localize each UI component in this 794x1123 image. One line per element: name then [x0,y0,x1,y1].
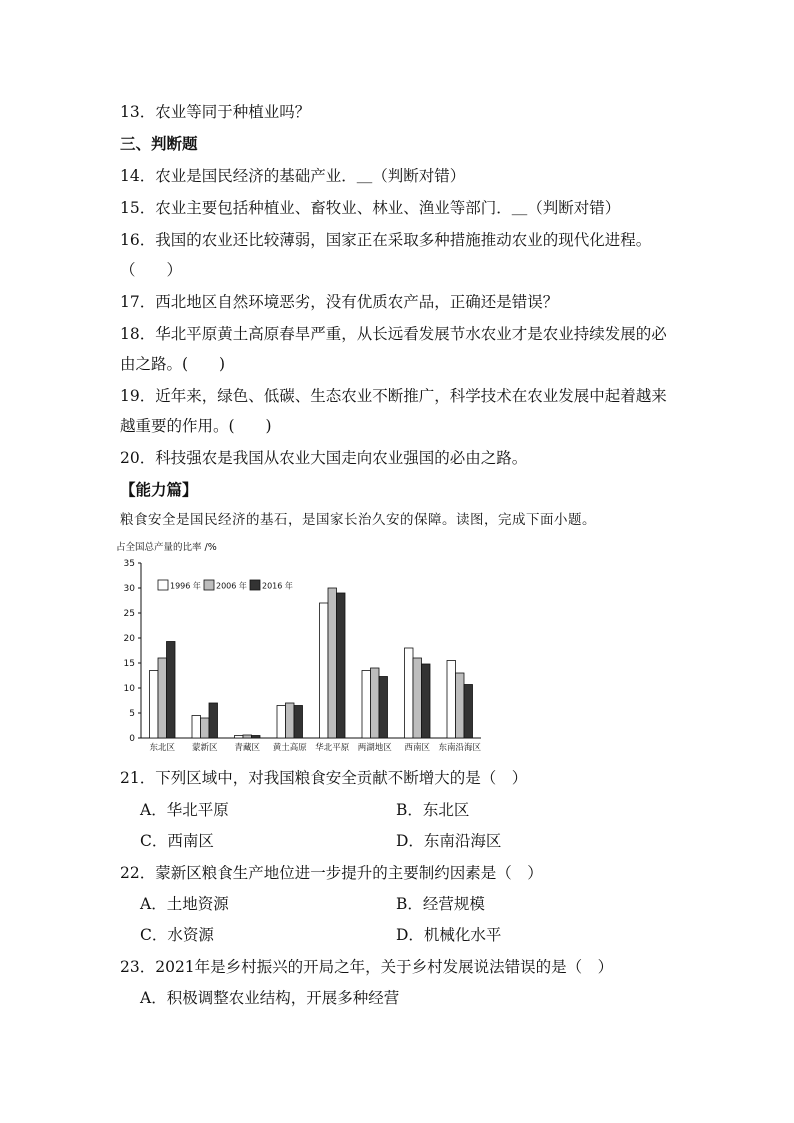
y-tick-label: 5 [129,709,135,719]
x-tick-label: 东北区 [149,743,176,753]
bar [158,658,167,738]
question-15: 15．农业主要包括种植业、畜牧业、林业、渔业等部门．＿（判断对错） [120,199,621,217]
y-axis-label: 占全国总产量的比率 /% [116,542,217,553]
question-22-option-d: D．机械化水平 [396,926,502,944]
question-22-option-a: A．土地资源 [140,895,229,913]
y-tick-label: 25 [123,609,135,619]
legend-swatch [158,580,168,590]
x-tick-label: 两湖地区 [357,743,392,753]
question-19: 19．近年来，绿色、低碳、生态农业不断推广，科学技术在农业发展中起着越来 [120,387,667,405]
bar [447,661,456,739]
bar [243,735,252,738]
question-23: 23．2021年是乡村振兴的开局之年，关于乡村发展说法错误的是（ ） [120,958,614,976]
bar [201,718,210,738]
question-22-option-c: C．水资源 [140,926,214,944]
question-22-option-b: B．经营规模 [396,895,485,913]
bar [456,673,465,738]
bar [464,685,473,739]
bar [167,642,176,739]
question-20: 20．科技强农是我国从农业大国走向农业强国的必由之路。 [120,449,528,467]
legend-label: 2016 年 [262,581,293,591]
bar [405,648,414,738]
question-18-continued: 由之路。( ) [120,355,226,373]
question-21-option-b: B．东北区 [396,801,470,819]
bar [286,703,295,738]
x-tick-label: 蒙新区 [191,743,218,753]
question-14: 14．农业是国民经济的基础产业．＿（判断对错） [120,167,466,185]
x-tick-label: 青藏区 [234,743,261,753]
question-23-option-a: A．积极调整农业结构，开展多种经营 [140,989,400,1007]
question-21: 21．下列区域中，对我国粮食安全贡献不断增大的是（ ） [120,769,528,787]
bar [371,668,380,738]
x-tick-label: 西南区 [404,743,431,753]
y-tick-label: 35 [123,559,135,569]
legend-swatch [204,580,214,590]
bar [277,706,286,739]
grain-production-bar-chart [116,538,486,756]
y-tick-label: 30 [123,584,135,594]
bar [320,603,329,738]
bar [328,588,337,738]
question-16-blank: （ ） [120,261,183,279]
y-tick-label: 0 [129,734,135,744]
bar [235,736,244,739]
x-tick-label: 黄土高原 [272,743,307,753]
bar [252,736,261,739]
bar [422,664,431,738]
legend-label: 2006 年 [216,581,247,591]
question-21-option-c: C．西南区 [140,832,214,850]
question-17: 17．西北地区自然环境恶劣，没有优质农产品，正确还是错误？ [120,293,559,311]
bar [150,671,159,739]
bar [379,677,388,739]
question-21-option-d: D．东南沿海区 [396,832,502,850]
legend-label: 1996 年 [170,581,201,591]
question-21-option-a: A．华北平原 [140,801,229,819]
bar [362,671,371,739]
x-tick-label: 华北平原 [315,743,350,753]
bar [337,593,346,738]
question-18: 18．华北平原黄土高原春旱严重，从长远看发展节水农业才是农业持续发展的必 [120,325,667,343]
question-22: 22．蒙新区粮食生产地位进一步提升的主要制约因素是（ ） [120,864,543,882]
y-tick-label: 10 [123,684,135,694]
bar [294,706,303,739]
question-19-continued: 越重要的作用。( ) [120,417,272,435]
legend-swatch [250,580,260,590]
bar [209,703,218,738]
bar [192,716,201,739]
y-tick-label: 15 [123,659,135,669]
section-title-judgement: 三、判断题 [120,134,198,153]
chart-intro-text: 粮食安全是国民经济的基石，是国家长治久安的保障。读图，完成下面小题。 [120,512,596,528]
section-title-ability: 【能力篇】 [120,480,198,499]
x-tick-label: 东南沿海区 [438,743,482,753]
bar [413,658,422,738]
y-tick-label: 20 [123,634,135,644]
question-13: 13．农业等同于种植业吗？ [120,103,311,121]
question-16: 16．我国的农业还比较薄弱，国家正在采取多种措施推动农业的现代化进程。 [120,231,652,249]
